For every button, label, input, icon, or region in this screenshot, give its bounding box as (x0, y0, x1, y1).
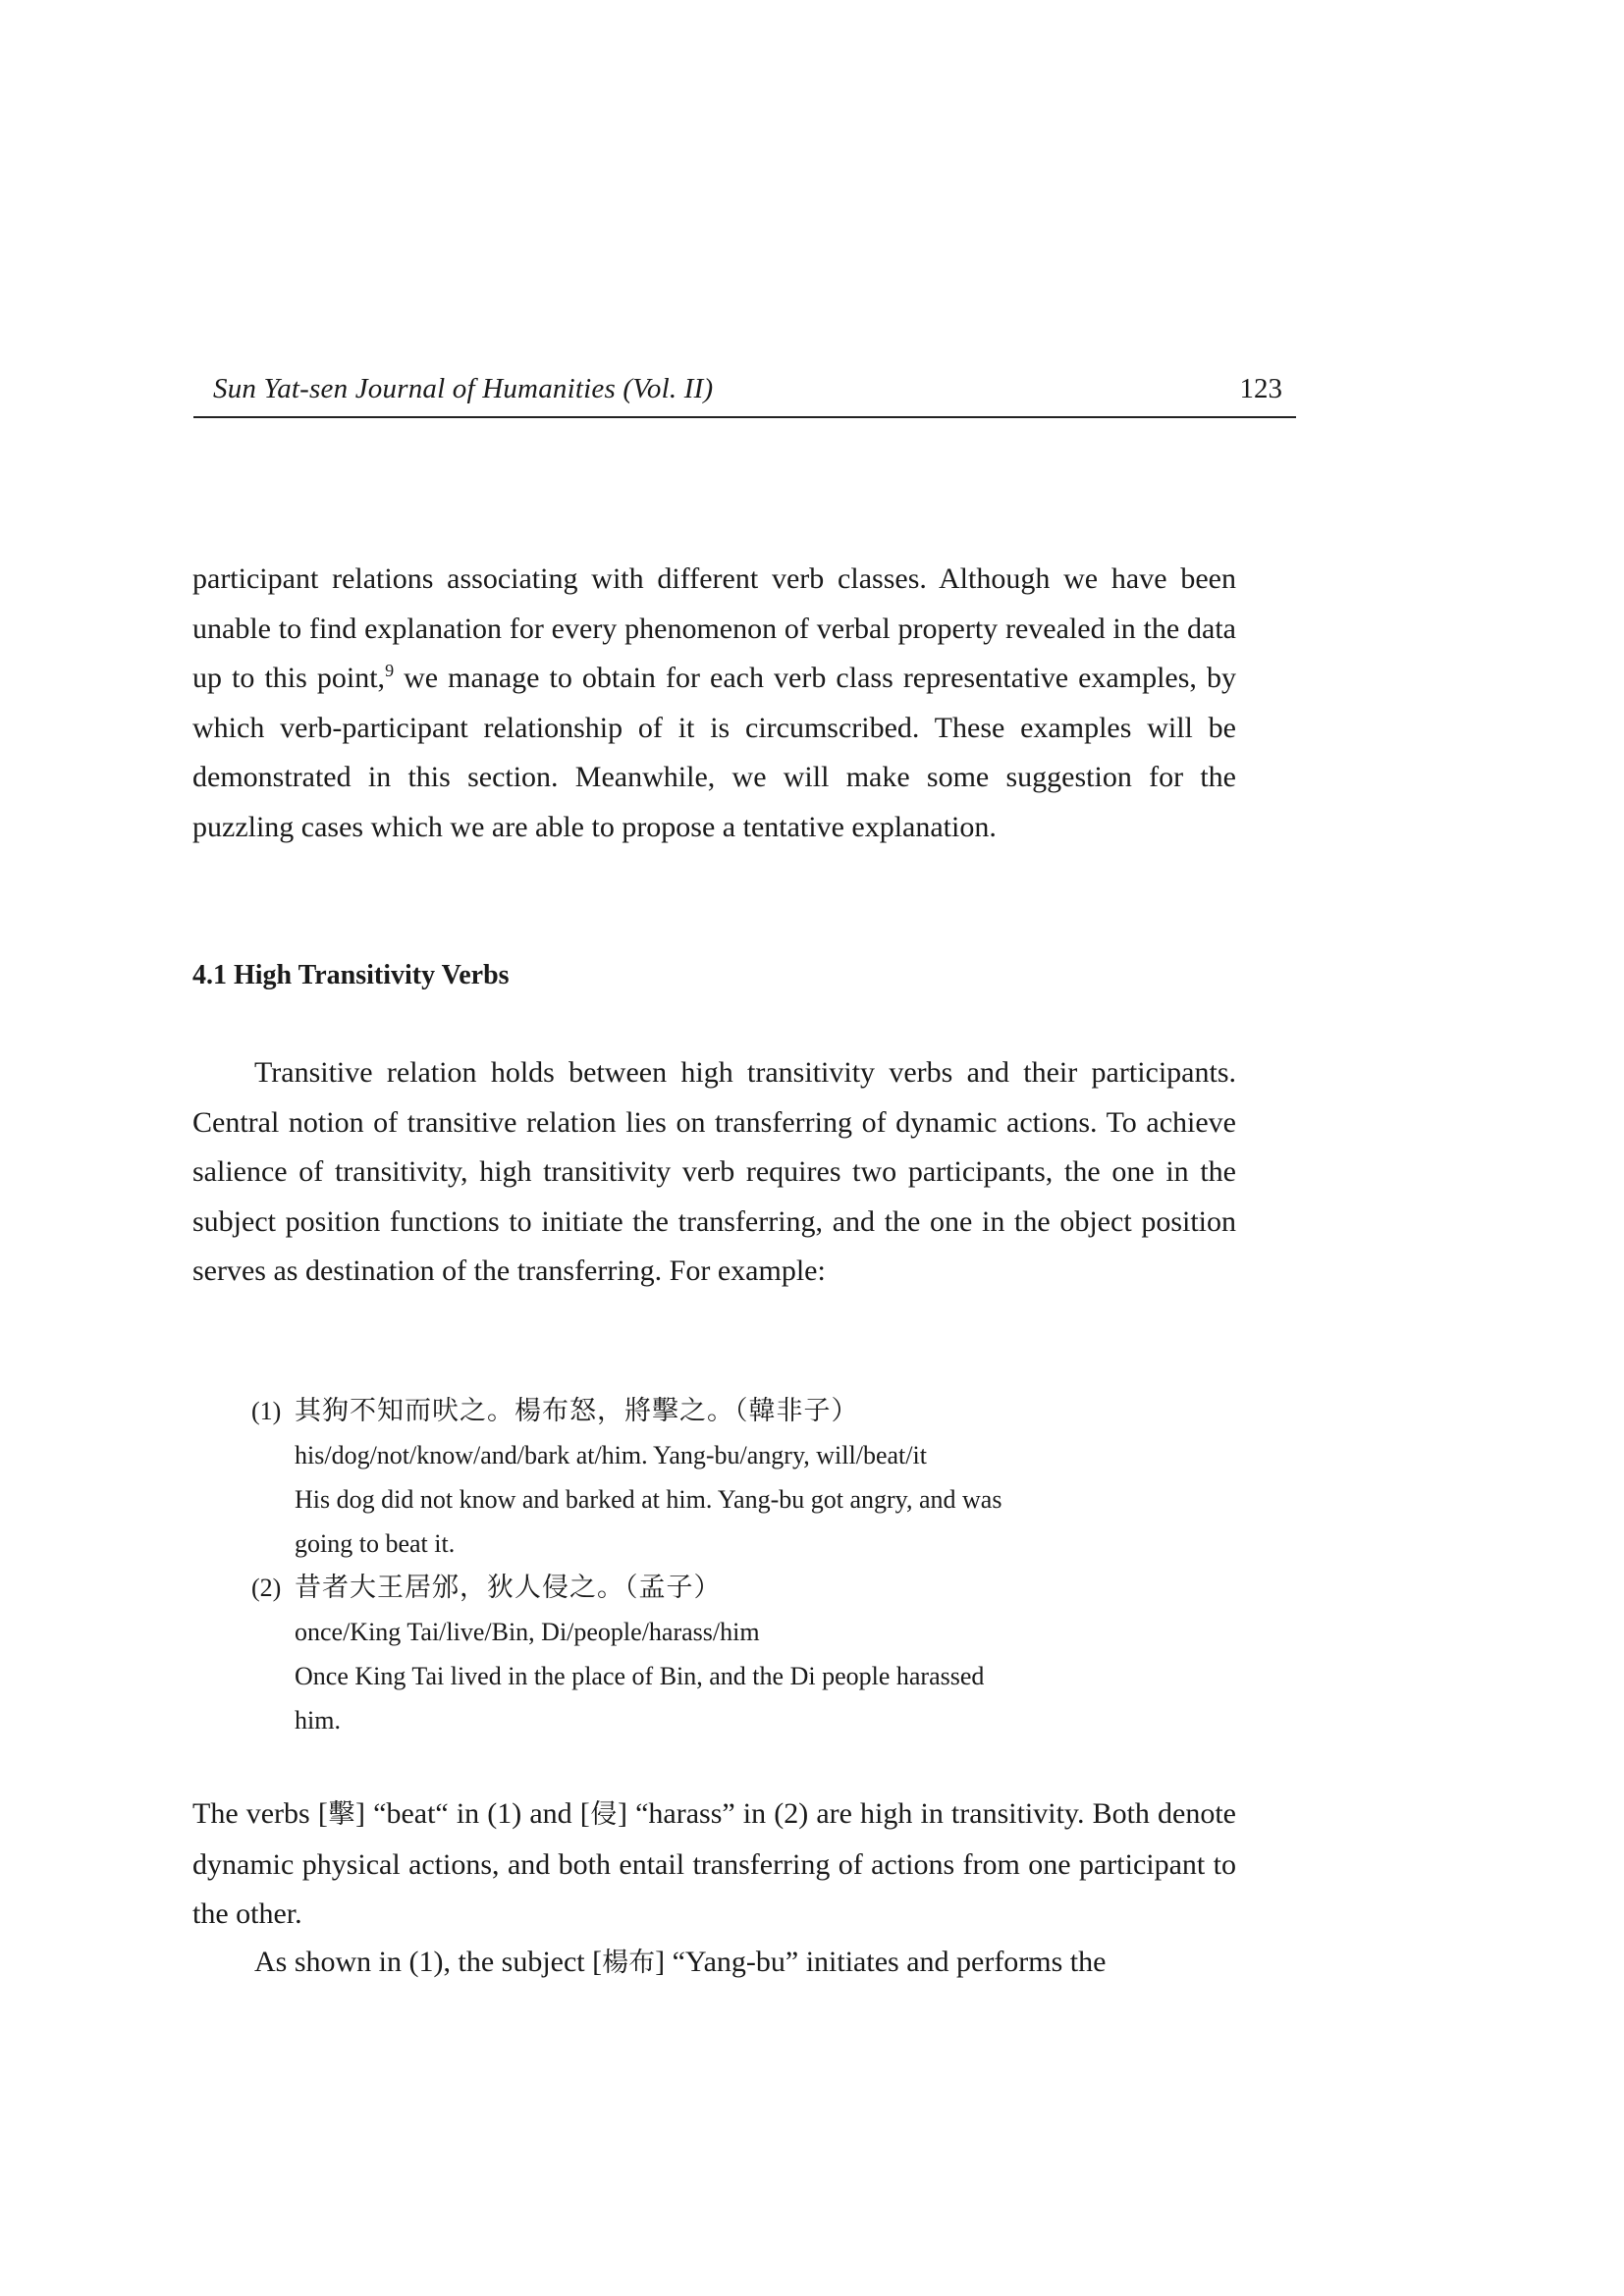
example-translation: him. (295, 1706, 341, 1735)
example-chinese-text: 其狗不知而吠之。楊布怒，將擊之。（韓非子） (295, 1396, 859, 1426)
running-header (193, 365, 1296, 418)
chinese-term: 侵 (589, 1799, 618, 1830)
section-heading: 4.1 High Transitivity Verbs (192, 960, 510, 990)
example-number: (2) (251, 1574, 282, 1602)
example-source-line (251, 1389, 1214, 1433)
example-number: (1) (251, 1397, 282, 1425)
example-translation: going to beat it. (295, 1529, 456, 1558)
journal-title: Sun Yat-sen Journal of Humanities (Vol. II) (213, 373, 714, 404)
example-1 (251, 1389, 1214, 1566)
paragraph-intro (192, 555, 1236, 852)
paragraph-text: As shown in (1), the subject [ (254, 1946, 603, 1978)
footnote-marker: 9 (385, 661, 395, 680)
example-chinese-text: 昔者大王居邠，狄人侵之。（孟子） (295, 1573, 722, 1603)
paragraph-verb-discussion (192, 1789, 1236, 1940)
example-translation: His dog did not know and barked at him. Yang-bu got angry, and was (295, 1485, 1002, 1514)
paragraph-text: The verbs [ (192, 1797, 328, 1830)
page-number: 123 (1239, 373, 1282, 404)
example-source-line (251, 1566, 1214, 1610)
example-gloss: his/dog/not/know/and/bark at/him. Yang-bu/angry, will/beat/it (295, 1441, 927, 1469)
chinese-term: 楊布 (602, 1948, 656, 1978)
paragraph-text: we manage to obtain for each verb class representative examples, by which verb-participant relationship of it is circumscribed. These examples will be demonstrated in this section. Meanwhile, we will make some suggestion for the puzzling cases which we are able to propose a tentative explanation. (192, 662, 1236, 843)
paragraph-text: ] “beat“ in (1) and [ (355, 1797, 590, 1830)
paragraph-text: ] “harass” in (2) are high in transitivity. Both denote dynamic physical actions, and both entail transferring of actions from one participant to the other. (192, 1797, 1236, 1930)
example-translation: Once King Tai lived in the place of Bin, and the Di people harassed (295, 1662, 985, 1690)
paragraph-text: participant relations associating with different verb classes. Although we have been unable to find explanation for every phenomenon of verbal property revealed in the data up to this point, (192, 562, 1236, 694)
paragraph-subject-discussion (192, 1938, 1236, 1989)
example-2 (251, 1566, 1214, 1742)
paragraph-text: ] “Yang-bu” initiates and performs the (655, 1946, 1107, 1978)
chinese-term: 擊 (327, 1799, 356, 1830)
example-gloss: once/King Tai/live/Bin, Di/people/harass/him (295, 1618, 760, 1646)
paragraph-transitive-relation: Transitive relation holds between high transitivity verbs and their participants. Central notion of transitive relation lies on transferring of dynamic actions. To achieve salience of transitivity, high transitivity verb requires two participants, the one in the subject position functions to initiate the transferring, and the one in the object position serves as destination of the transferring. For example: (192, 1056, 1236, 1287)
